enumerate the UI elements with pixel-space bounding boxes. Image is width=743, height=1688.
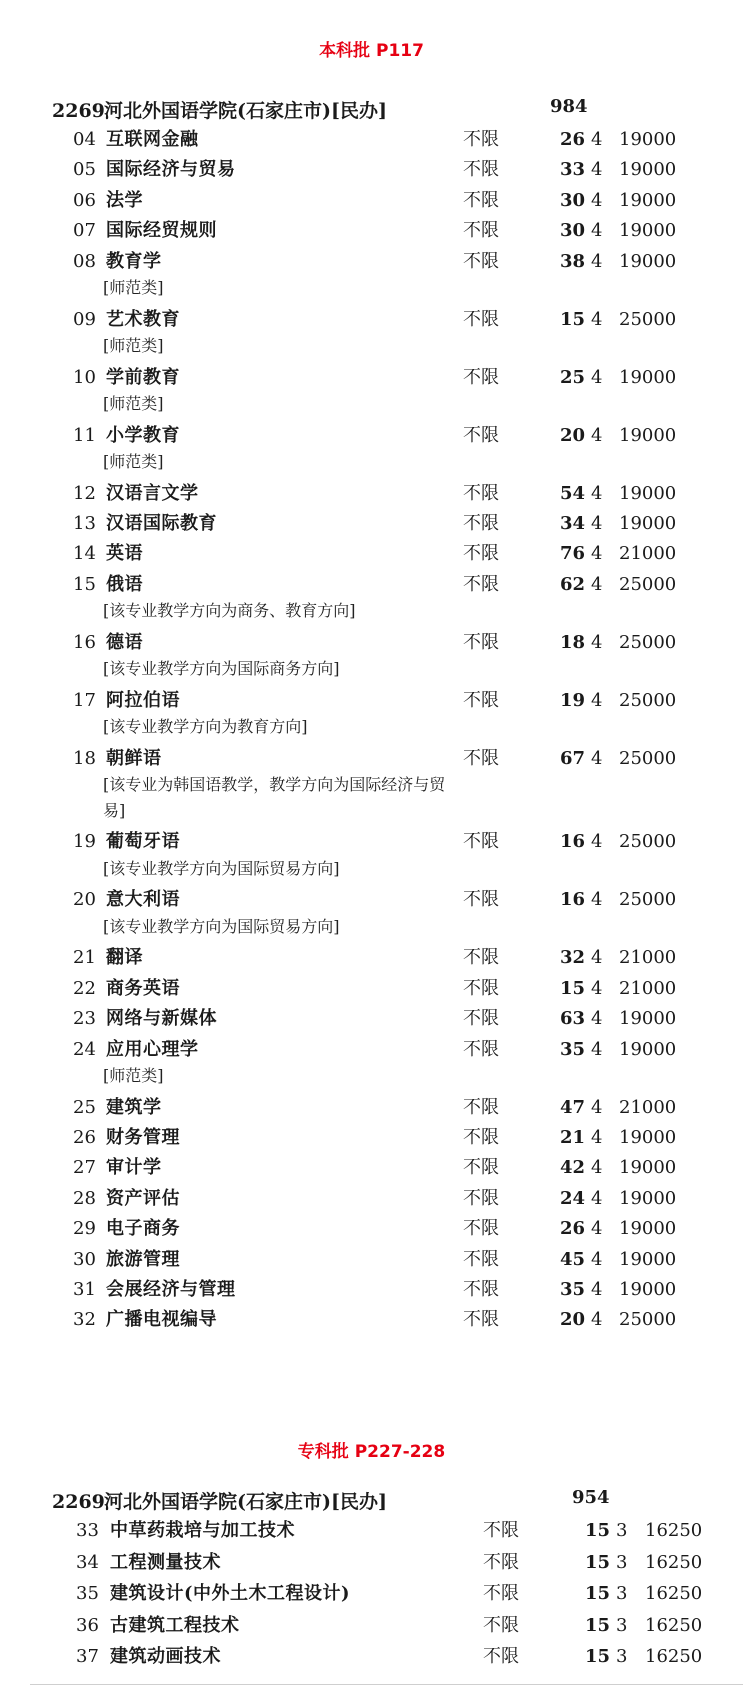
major-name: 旅游管理 xyxy=(106,1248,180,1270)
major-name: 朝鲜语 xyxy=(106,747,162,769)
subject-requirement: 不限 xyxy=(463,1248,499,1270)
major-name: 小学教育 xyxy=(106,424,180,446)
major-index: 06 xyxy=(73,189,96,211)
tuition-fee: 16250 xyxy=(645,1614,703,1636)
study-years: 4 xyxy=(591,947,603,969)
subject-requirement: 不限 xyxy=(463,482,499,504)
major-note: [师范类] xyxy=(103,394,164,413)
school-total-plan: 984 xyxy=(550,96,588,117)
major-row xyxy=(0,1155,743,1187)
subject-requirement: 不限 xyxy=(463,1038,499,1060)
plan-count: 19 xyxy=(560,689,586,711)
study-years: 4 xyxy=(591,889,603,911)
tuition-fee: 19000 xyxy=(619,1038,677,1060)
plan-count: 30 xyxy=(560,220,586,242)
major-index: 27 xyxy=(73,1157,96,1179)
major-note: [师范类] xyxy=(103,278,164,297)
plan-count: 30 xyxy=(560,189,586,211)
major-row xyxy=(0,1216,743,1248)
plan-count: 38 xyxy=(560,250,586,272)
study-years: 4 xyxy=(591,543,603,565)
major-index: 30 xyxy=(73,1248,96,1270)
study-years: 4 xyxy=(591,189,603,211)
major-index: 13 xyxy=(73,513,96,534)
study-years: 4 xyxy=(591,1279,603,1300)
major-row xyxy=(0,1247,743,1279)
study-years: 3 xyxy=(616,1614,628,1636)
major-index: 09 xyxy=(73,308,96,330)
major-name: 学前教育 xyxy=(106,366,180,388)
subject-requirement: 不限 xyxy=(483,1551,519,1573)
subject-requirement: 不限 xyxy=(463,513,499,534)
major-index: 08 xyxy=(73,250,96,272)
plan-count: 47 xyxy=(560,1096,586,1118)
tuition-fee: 25000 xyxy=(619,308,677,330)
plan-count: 33 xyxy=(560,159,586,181)
subject-requirement: 不限 xyxy=(463,631,499,653)
subject-requirement: 不限 xyxy=(463,947,499,969)
plan-count: 24 xyxy=(560,1187,586,1209)
major-index: 34 xyxy=(76,1551,99,1573)
tuition-fee: 19000 xyxy=(619,129,677,150)
tuition-fee: 21000 xyxy=(619,1096,677,1118)
major-row xyxy=(0,188,743,220)
tuition-fee: 19000 xyxy=(619,1187,677,1209)
major-index: 21 xyxy=(73,947,96,969)
study-years: 4 xyxy=(591,424,603,446)
subject-requirement: 不限 xyxy=(483,1583,519,1604)
major-row xyxy=(0,945,743,977)
subject-requirement: 不限 xyxy=(463,1279,499,1300)
plan-count: 15 xyxy=(585,1520,611,1541)
major-index: 31 xyxy=(73,1279,96,1300)
subject-requirement: 不限 xyxy=(463,308,499,330)
major-index: 19 xyxy=(73,831,96,853)
subject-requirement: 不限 xyxy=(483,1646,519,1667)
major-name: 俄语 xyxy=(106,573,143,595)
study-years: 4 xyxy=(591,689,603,711)
major-name: 建筑学 xyxy=(106,1096,162,1118)
subject-requirement: 不限 xyxy=(463,1008,499,1030)
major-name: 汉语言文学 xyxy=(106,482,199,504)
study-years: 4 xyxy=(591,250,603,272)
tuition-fee: 21000 xyxy=(619,947,677,969)
major-name: 中草药栽培与加工技术 xyxy=(110,1520,295,1541)
major-index: 32 xyxy=(73,1309,96,1331)
plan-count: 20 xyxy=(560,1309,586,1331)
subject-requirement: 不限 xyxy=(463,129,499,150)
plan-count: 21 xyxy=(560,1127,586,1148)
major-index: 20 xyxy=(73,889,96,911)
batch-title-vocational: 专科批 P227-228 xyxy=(297,1442,446,1462)
school-name: 河北外国语学院(石家庄市)[民办] xyxy=(104,100,387,122)
major-name: 互联网金融 xyxy=(106,129,199,150)
tuition-fee: 25000 xyxy=(619,831,677,853)
major-index: 23 xyxy=(73,1008,96,1030)
tuition-fee: 21000 xyxy=(619,543,677,565)
tuition-fee: 25000 xyxy=(619,747,677,769)
study-years: 4 xyxy=(591,1096,603,1118)
tuition-fee: 25000 xyxy=(619,573,677,595)
major-index: 11 xyxy=(73,424,96,446)
major-row xyxy=(0,127,743,159)
tuition-fee: 25000 xyxy=(619,631,677,653)
plan-count: 67 xyxy=(560,747,586,769)
plan-count: 15 xyxy=(560,977,586,999)
major-index: 24 xyxy=(73,1038,96,1060)
major-row xyxy=(0,1644,743,1676)
plan-count: 26 xyxy=(560,129,586,150)
study-years: 3 xyxy=(616,1551,628,1573)
tuition-fee: 25000 xyxy=(619,1309,677,1331)
plan-count: 15 xyxy=(585,1583,611,1604)
major-index: 12 xyxy=(73,482,96,504)
tuition-fee: 19000 xyxy=(619,366,677,388)
major-name: 应用心理学 xyxy=(106,1038,199,1060)
major-row xyxy=(0,218,743,250)
tuition-fee: 25000 xyxy=(619,889,677,911)
major-name: 国际经济与贸易 xyxy=(106,159,236,181)
major-name: 汉语国际教育 xyxy=(106,513,217,534)
major-index: 18 xyxy=(73,747,96,769)
major-name: 会展经济与管理 xyxy=(106,1279,236,1300)
major-index: 25 xyxy=(73,1096,96,1118)
plan-count: 15 xyxy=(560,308,586,330)
study-years: 4 xyxy=(591,1008,603,1030)
study-years: 4 xyxy=(591,573,603,595)
major-index: 33 xyxy=(76,1520,99,1541)
major-name: 葡萄牙语 xyxy=(106,831,180,853)
plan-count: 35 xyxy=(560,1279,586,1300)
study-years: 4 xyxy=(591,366,603,388)
plan-count: 15 xyxy=(585,1646,611,1667)
major-index: 16 xyxy=(73,631,96,653)
school-code: 2269 xyxy=(52,1491,105,1513)
tuition-fee: 19000 xyxy=(619,1008,677,1030)
major-row xyxy=(0,1518,743,1550)
subject-requirement: 不限 xyxy=(463,424,499,446)
tuition-fee: 19000 xyxy=(619,159,677,181)
plan-count: 16 xyxy=(560,831,586,853)
tuition-fee: 19000 xyxy=(619,1127,677,1148)
major-name: 建筑设计(中外土木工程设计) xyxy=(110,1583,351,1604)
tuition-fee: 19000 xyxy=(619,1157,677,1179)
tuition-fee: 19000 xyxy=(619,424,677,446)
study-years: 3 xyxy=(616,1583,628,1604)
subject-requirement: 不限 xyxy=(463,220,499,242)
study-years: 4 xyxy=(591,631,603,653)
plan-count: 15 xyxy=(585,1614,611,1636)
study-years: 4 xyxy=(591,1127,603,1148)
subject-requirement: 不限 xyxy=(463,1096,499,1118)
major-index: 37 xyxy=(76,1646,99,1667)
major-note: 易] xyxy=(103,800,126,820)
subject-requirement: 不限 xyxy=(463,1157,499,1179)
major-row xyxy=(0,511,743,543)
major-index: 28 xyxy=(73,1187,96,1209)
plan-count: 16 xyxy=(560,889,586,911)
major-name: 教育学 xyxy=(106,250,162,272)
plan-count: 32 xyxy=(560,947,586,969)
study-years: 4 xyxy=(591,1187,603,1209)
major-name: 广播电视编导 xyxy=(106,1309,217,1331)
major-note: [该专业教学方向为教育方向] xyxy=(103,717,308,737)
major-name: 英语 xyxy=(106,543,143,565)
major-name: 国际经贸规则 xyxy=(106,220,217,242)
school-total-plan: 954 xyxy=(572,1487,610,1508)
study-years: 4 xyxy=(591,129,603,150)
plan-count: 34 xyxy=(560,513,586,534)
subject-requirement: 不限 xyxy=(483,1614,519,1636)
tuition-fee: 16250 xyxy=(645,1551,703,1573)
subject-requirement: 不限 xyxy=(463,250,499,272)
major-name: 阿拉伯语 xyxy=(106,689,180,711)
major-name: 财务管理 xyxy=(106,1127,180,1148)
major-row xyxy=(0,1613,743,1645)
tuition-fee: 19000 xyxy=(619,1218,677,1240)
school-code: 2269 xyxy=(52,100,105,122)
plan-count: 18 xyxy=(560,631,586,653)
major-index: 29 xyxy=(73,1218,96,1240)
study-years: 3 xyxy=(616,1646,628,1667)
subject-requirement: 不限 xyxy=(463,366,499,388)
major-note: [师范类] xyxy=(103,1066,164,1085)
major-note: [该专业教学方向为国际商务方向] xyxy=(103,659,340,679)
subject-requirement: 不限 xyxy=(463,1218,499,1240)
study-years: 4 xyxy=(591,482,603,504)
tuition-fee: 19000 xyxy=(619,189,677,211)
major-row xyxy=(0,1186,743,1218)
plan-count: 15 xyxy=(585,1551,611,1573)
major-row xyxy=(0,1307,743,1339)
subject-requirement: 不限 xyxy=(463,977,499,999)
major-index: 07 xyxy=(73,220,96,242)
major-row xyxy=(0,481,743,513)
major-name: 工程测量技术 xyxy=(110,1551,221,1573)
major-row xyxy=(0,1095,743,1127)
major-name: 古建筑工程技术 xyxy=(110,1614,240,1636)
subject-requirement: 不限 xyxy=(463,831,499,853)
school-header-undergraduate xyxy=(52,96,702,123)
tuition-fee: 19000 xyxy=(619,1279,677,1300)
tuition-fee: 19000 xyxy=(619,220,677,242)
major-row xyxy=(0,1550,743,1582)
subject-requirement: 不限 xyxy=(483,1520,519,1541)
major-row xyxy=(0,541,743,573)
study-years: 4 xyxy=(591,977,603,999)
major-row xyxy=(0,157,743,189)
study-years: 4 xyxy=(591,1038,603,1060)
major-index: 26 xyxy=(73,1127,96,1148)
major-index: 17 xyxy=(73,689,96,711)
major-index: 36 xyxy=(76,1614,99,1636)
subject-requirement: 不限 xyxy=(463,747,499,769)
study-years: 4 xyxy=(591,747,603,769)
subject-requirement: 不限 xyxy=(463,573,499,595)
tuition-fee: 19000 xyxy=(619,513,677,534)
major-name: 商务英语 xyxy=(106,977,180,999)
major-index: 05 xyxy=(73,159,96,181)
major-index: 35 xyxy=(76,1583,99,1604)
study-years: 4 xyxy=(591,1309,603,1331)
plan-count: 63 xyxy=(560,1008,586,1030)
major-name: 德语 xyxy=(106,631,143,653)
study-years: 4 xyxy=(591,1248,603,1270)
major-note: [师范类] xyxy=(103,452,164,471)
batch-title-undergraduate: 本科批 P117 xyxy=(319,41,424,61)
tuition-fee: 19000 xyxy=(619,482,677,504)
major-name: 艺术教育 xyxy=(106,308,180,330)
tuition-fee: 25000 xyxy=(619,689,677,711)
major-note: [该专业教学方向为商务、教育方向] xyxy=(103,601,356,621)
major-note: [该专业教学方向为国际贸易方向] xyxy=(103,858,340,878)
study-years: 4 xyxy=(591,831,603,853)
plan-count: 20 xyxy=(560,424,586,446)
subject-requirement: 不限 xyxy=(463,543,499,565)
subject-requirement: 不限 xyxy=(463,1187,499,1209)
major-row xyxy=(0,1277,743,1309)
major-row xyxy=(0,1006,743,1038)
school-header-vocational xyxy=(52,1487,702,1514)
major-index: 10 xyxy=(73,366,96,388)
subject-requirement: 不限 xyxy=(463,159,499,181)
major-index: 15 xyxy=(73,573,96,595)
plan-count: 62 xyxy=(560,573,586,595)
study-years: 3 xyxy=(616,1520,628,1541)
major-name: 意大利语 xyxy=(106,889,180,911)
major-row xyxy=(0,976,743,1008)
study-years: 4 xyxy=(591,513,603,534)
major-row xyxy=(0,1125,743,1157)
major-name: 电子商务 xyxy=(106,1218,180,1240)
major-note: [师范类] xyxy=(103,336,164,355)
tuition-fee: 19000 xyxy=(619,1248,677,1270)
major-name: 法学 xyxy=(106,189,143,211)
plan-count: 45 xyxy=(560,1248,586,1270)
major-index: 04 xyxy=(73,129,96,150)
plan-count: 42 xyxy=(560,1157,586,1179)
major-name: 建筑动画技术 xyxy=(110,1646,221,1667)
subject-requirement: 不限 xyxy=(463,689,499,711)
subject-requirement: 不限 xyxy=(463,889,499,911)
study-years: 4 xyxy=(591,1218,603,1240)
study-years: 4 xyxy=(591,159,603,181)
major-note: [该专业教学方向为国际贸易方向] xyxy=(103,916,340,936)
tuition-fee: 19000 xyxy=(619,250,677,272)
study-years: 4 xyxy=(591,1157,603,1179)
tuition-fee: 21000 xyxy=(619,977,677,999)
subject-requirement: 不限 xyxy=(463,189,499,211)
subject-requirement: 不限 xyxy=(463,1309,499,1331)
school-name: 河北外国语学院(石家庄市)[民办] xyxy=(104,1491,387,1513)
tuition-fee: 16250 xyxy=(645,1646,703,1667)
plan-count: 25 xyxy=(560,366,586,388)
major-index: 14 xyxy=(73,543,96,565)
subject-requirement: 不限 xyxy=(463,1127,499,1148)
major-index: 22 xyxy=(73,977,96,999)
major-name: 审计学 xyxy=(106,1157,162,1179)
major-note: [该专业为韩国语教学，教学方向为国际经济与贸 xyxy=(103,775,446,795)
major-row xyxy=(0,1581,743,1613)
tuition-fee: 16250 xyxy=(645,1583,703,1604)
bottom-divider xyxy=(30,1684,743,1685)
plan-count: 26 xyxy=(560,1218,586,1240)
study-years: 4 xyxy=(591,308,603,330)
major-name: 网络与新媒体 xyxy=(106,1008,217,1030)
study-years: 4 xyxy=(591,220,603,242)
plan-count: 76 xyxy=(560,543,586,565)
tuition-fee: 16250 xyxy=(645,1520,703,1541)
plan-count: 54 xyxy=(560,482,586,504)
major-name: 资产评估 xyxy=(106,1187,180,1209)
plan-count: 35 xyxy=(560,1038,586,1060)
major-name: 翻译 xyxy=(106,947,143,969)
